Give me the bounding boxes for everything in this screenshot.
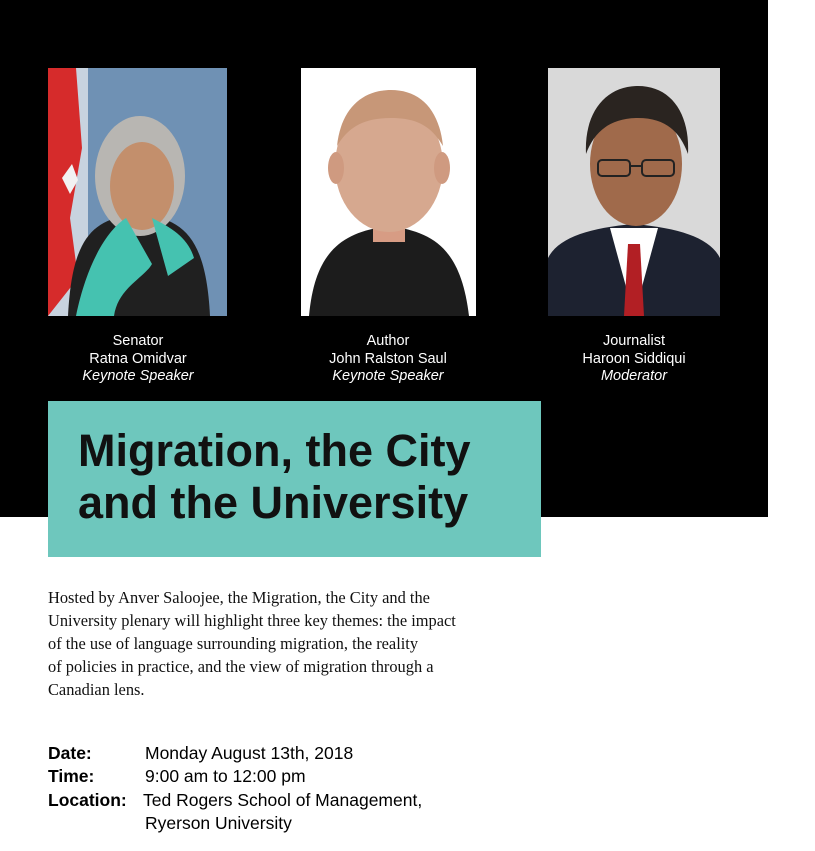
speaker-photo-senator xyxy=(48,68,227,316)
description-line: of policies in practice, and the view of migration through a xyxy=(48,657,434,676)
speaker-role: Author xyxy=(366,333,410,349)
speaker-tag: Keynote Speaker xyxy=(332,368,444,384)
event-title xyxy=(48,401,541,557)
speaker-photo-journalist xyxy=(548,68,720,316)
speaker-photo-author xyxy=(301,68,476,316)
description-line: University plenary will highlight three key themes: the impact xyxy=(48,611,456,630)
speaker-name: Ratna Omidvar xyxy=(89,350,187,367)
event-title-line-2: and the University xyxy=(78,477,469,528)
date-value: Monday August 13th, 2018 xyxy=(145,743,354,763)
speaker-tag: Keynote Speaker xyxy=(82,368,194,384)
speaker-name: John Ralston Saul xyxy=(329,350,447,367)
event-description xyxy=(48,586,528,701)
speaker-caption-2 xyxy=(288,333,488,386)
location-label: Location: xyxy=(48,789,127,810)
location-value-2: Ryerson University xyxy=(145,812,292,833)
speaker-caption-3 xyxy=(534,333,734,386)
time-label: Time: xyxy=(48,766,95,787)
speaker-tag: Moderator xyxy=(600,368,668,384)
speaker-caption-1 xyxy=(38,333,238,386)
description-line: Canadian lens. xyxy=(48,680,145,699)
description-line: of the use of language surrounding migration, the reality xyxy=(48,634,419,653)
speaker-role: Senator xyxy=(112,333,164,349)
speaker-name: Haroon Siddiqui xyxy=(582,350,686,367)
speaker-role: Journalist xyxy=(602,333,666,349)
event-title-line-1: Migration, the City xyxy=(78,425,471,476)
description-line: Hosted by Anver Saloojee, the Migration, the City and the xyxy=(48,588,430,607)
date-label: Date: xyxy=(48,743,92,763)
time-value: 9:00 am to 12:00 pm xyxy=(145,766,306,787)
location-value: Ted Rogers School of Management, xyxy=(143,789,423,810)
